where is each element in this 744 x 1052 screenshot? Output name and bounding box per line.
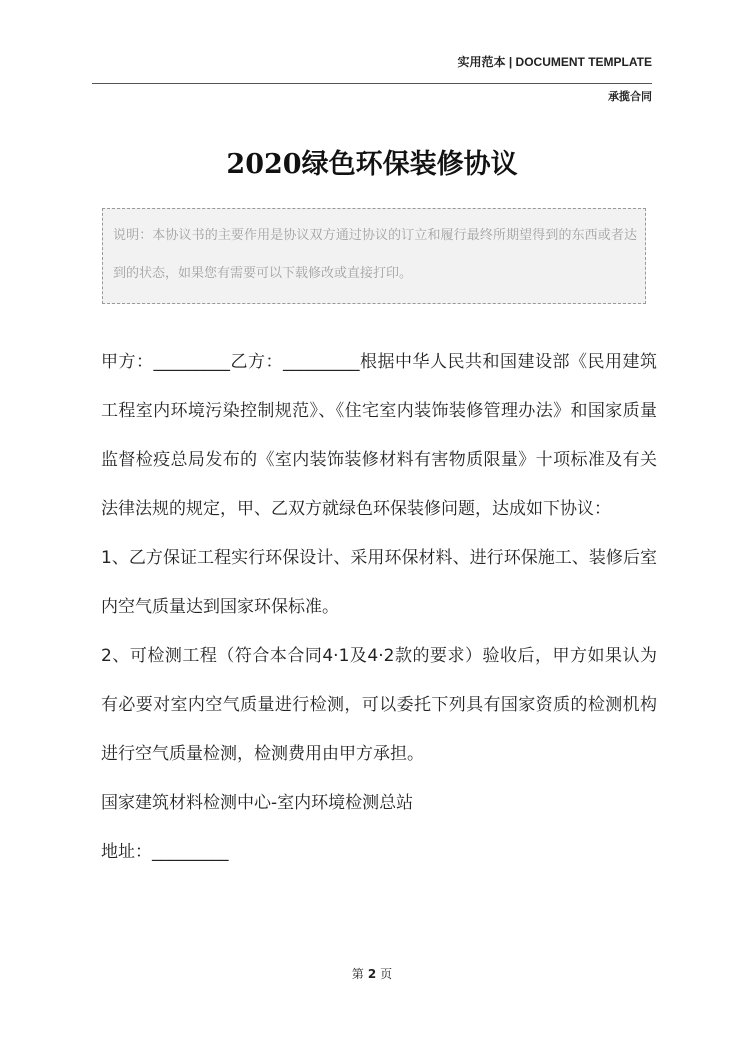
document-body [101,338,657,877]
note-text: 说明：本协议书的主要作用是协议双方通过协议的订立和履行最终所期望得到的东西或者达到的状态，如果您有需要可以下载修改或直接打印。 [113,228,637,281]
page-prefix: 第 [351,967,364,981]
body-paragraph-clause-1: 1、乙方保证工程实行环保设计、采用环保材料、进行环保施工、装修后室内空气质量达到国家环保标准。 [101,548,657,617]
body-paragraph-intro: 甲方：_________乙方：_________根据中华人民共和国建设部《民用建筑工程室内环境污染控制规范》、《住宅室内装饰装修管理办法》和国家质量监督检疫总局发布的《室内装饰装修材料有害物质限量》十项标准及有关法律法规的规定，甲、乙双方就绿色环保装修问题，达成如下协议： [101,352,657,519]
body-paragraph-agency: 国家建筑材料检测中心-室内环境检测总站 [101,793,414,813]
page-footer [0,965,744,982]
header-divider [92,83,652,84]
document-title: 2020绿色环保装修协议 [226,149,518,180]
page-number: 2 [367,967,377,981]
note-box [102,208,646,304]
body-paragraph-address: 地址：_________ [101,842,229,862]
header-category: 承揽合同 [608,91,652,103]
page-suffix: 页 [380,967,393,981]
body-paragraph-clause-2: 2、可检测工程（符合本合同4·1及4·2款的要求）验收后，甲方如果认为有必要对室内空气质量进行检测，可以委托下列具有国家资质的检测机构进行空气质量检测，检测费用由甲方承担。 [101,646,657,764]
header-brand: 实用范本 | DOCUMENT TEMPLATE [457,55,652,69]
